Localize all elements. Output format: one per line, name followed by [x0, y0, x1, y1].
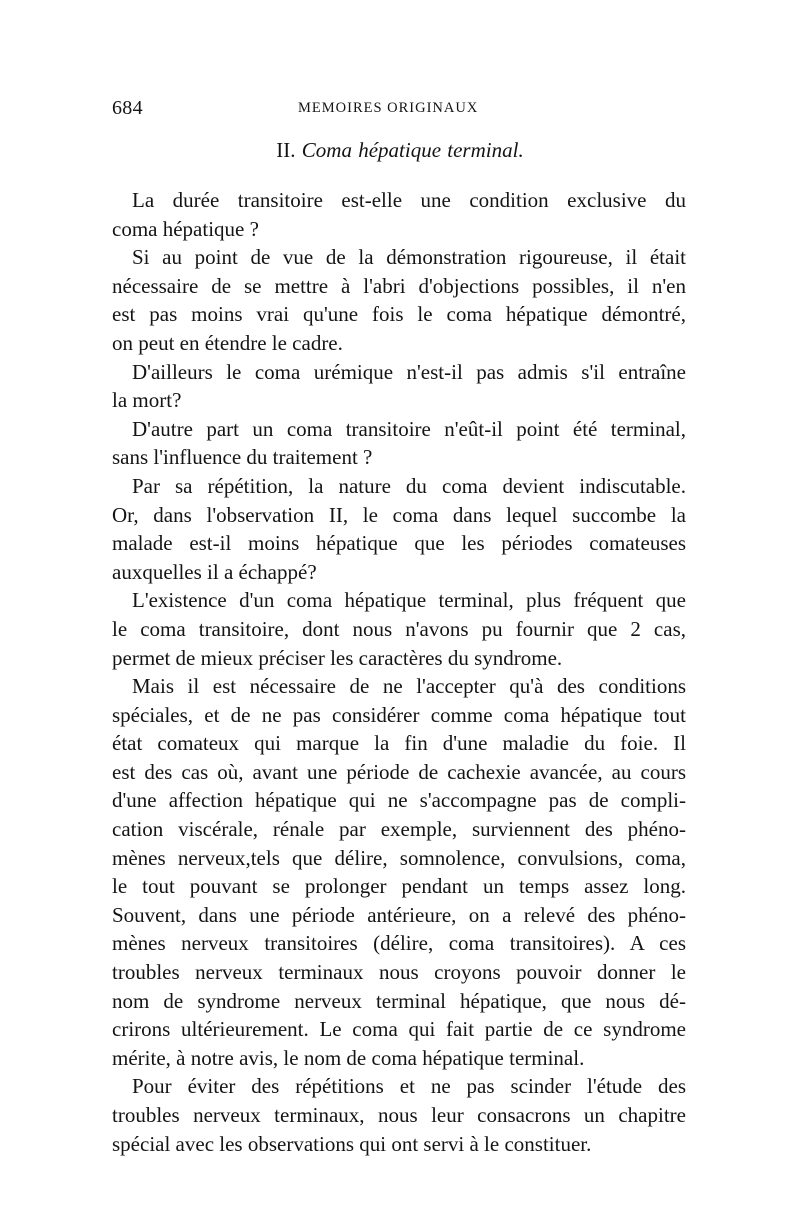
- text-line: coma hépatique ?: [112, 216, 259, 241]
- text-line: crirons ultérieurement. Le coma qui fait partie de ce syndrome: [112, 1017, 686, 1042]
- text-line: mènes nerveux,tels que délire, somnolence, convulsions, coma,: [112, 845, 686, 870]
- section-heading: [0, 138, 800, 163]
- text-line: la mort?: [112, 388, 182, 413]
- text-line: auxquelles il a échappé?: [112, 559, 317, 584]
- section-title: Coma hépatique terminal.: [301, 138, 524, 162]
- text-line: spéciales, et de ne pas considérer comme coma hépatique tout: [112, 702, 686, 727]
- text-line: Souvent, dans une période antérieure, on a relevé des phéno-: [112, 902, 686, 927]
- text-line: état comateux qui marque la fin d'une maladie du foie. Il: [112, 731, 686, 756]
- text-line: permet de mieux préciser les caractères du syndrome.: [112, 645, 563, 670]
- text-line: L'existence d'un coma hépatique terminal, plus fréquent que: [132, 588, 686, 613]
- text-line: Mais il est nécessaire de ne l'accepter qu'à des conditions: [132, 674, 686, 699]
- running-header: [112, 97, 684, 121]
- text-line: D'ailleurs le coma urémique n'est-il pas admis s'il entraîne: [132, 359, 686, 384]
- text-line: La durée transitoire est-elle une condition exclusive du: [132, 188, 686, 212]
- running-title: MEMOIRES ORIGINAUX: [298, 100, 479, 116]
- text-line: Par sa répétition, la nature du coma devient indiscutable.: [132, 473, 686, 498]
- text-line: Pour éviter des répétitions et ne pas scinder l'étude des: [132, 1074, 686, 1099]
- text-line: est pas moins vrai qu'une fois le coma hépatique démontré,: [112, 302, 686, 327]
- text-line: cation viscérale, rénale par exemple, surviennent des phéno-: [112, 817, 686, 842]
- text-line: D'autre part un coma transitoire n'eût-il point été terminal,: [132, 416, 686, 441]
- text-line: sans l'influence du traitement ?: [112, 445, 373, 470]
- text-line: nom de syndrome nerveux terminal hépatique, que nous dé-: [112, 988, 686, 1013]
- text-line: Si au point de vue de la démonstration rigoureuse, il était: [132, 245, 686, 270]
- text-line: malade est-il moins hépatique que les périodes comateuses: [112, 531, 686, 556]
- text-line: est des cas où, avant une période de cachexie avancée, au cours: [112, 759, 686, 784]
- text-line: nécessaire de se mettre à l'abri d'objections possibles, il n'en: [112, 273, 686, 298]
- text-line: le coma transitoire, dont nous n'avons pu fournir que 2 cas,: [112, 616, 686, 641]
- page-number: 684: [112, 97, 143, 119]
- text-line: le tout pouvant se prolonger pendant un temps assez long.: [112, 874, 686, 899]
- body-text: [112, 186, 686, 1158]
- text-line: troubles nerveux terminaux nous croyons pouvoir donner le: [112, 960, 686, 985]
- text-line: mérite, à notre avis, le nom de coma hépatique terminal.: [112, 1045, 585, 1070]
- text-line: spécial avec les observations qui ont servi à le constituer.: [112, 1131, 592, 1156]
- text-line: d'une affection hépatique qui ne s'accompagne pas de compli-: [112, 788, 686, 813]
- text-line: on peut en étendre le cadre.: [112, 330, 343, 355]
- text-line: Or, dans l'observation II, le coma dans lequel succombe la: [112, 502, 686, 527]
- text-line: mènes nerveux transitoires (délire, coma transitoires). A ces: [112, 931, 686, 956]
- section-number: II.: [276, 138, 296, 162]
- text-line: troubles nerveux terminaux, nous leur consacrons un chapitre: [112, 1103, 686, 1127]
